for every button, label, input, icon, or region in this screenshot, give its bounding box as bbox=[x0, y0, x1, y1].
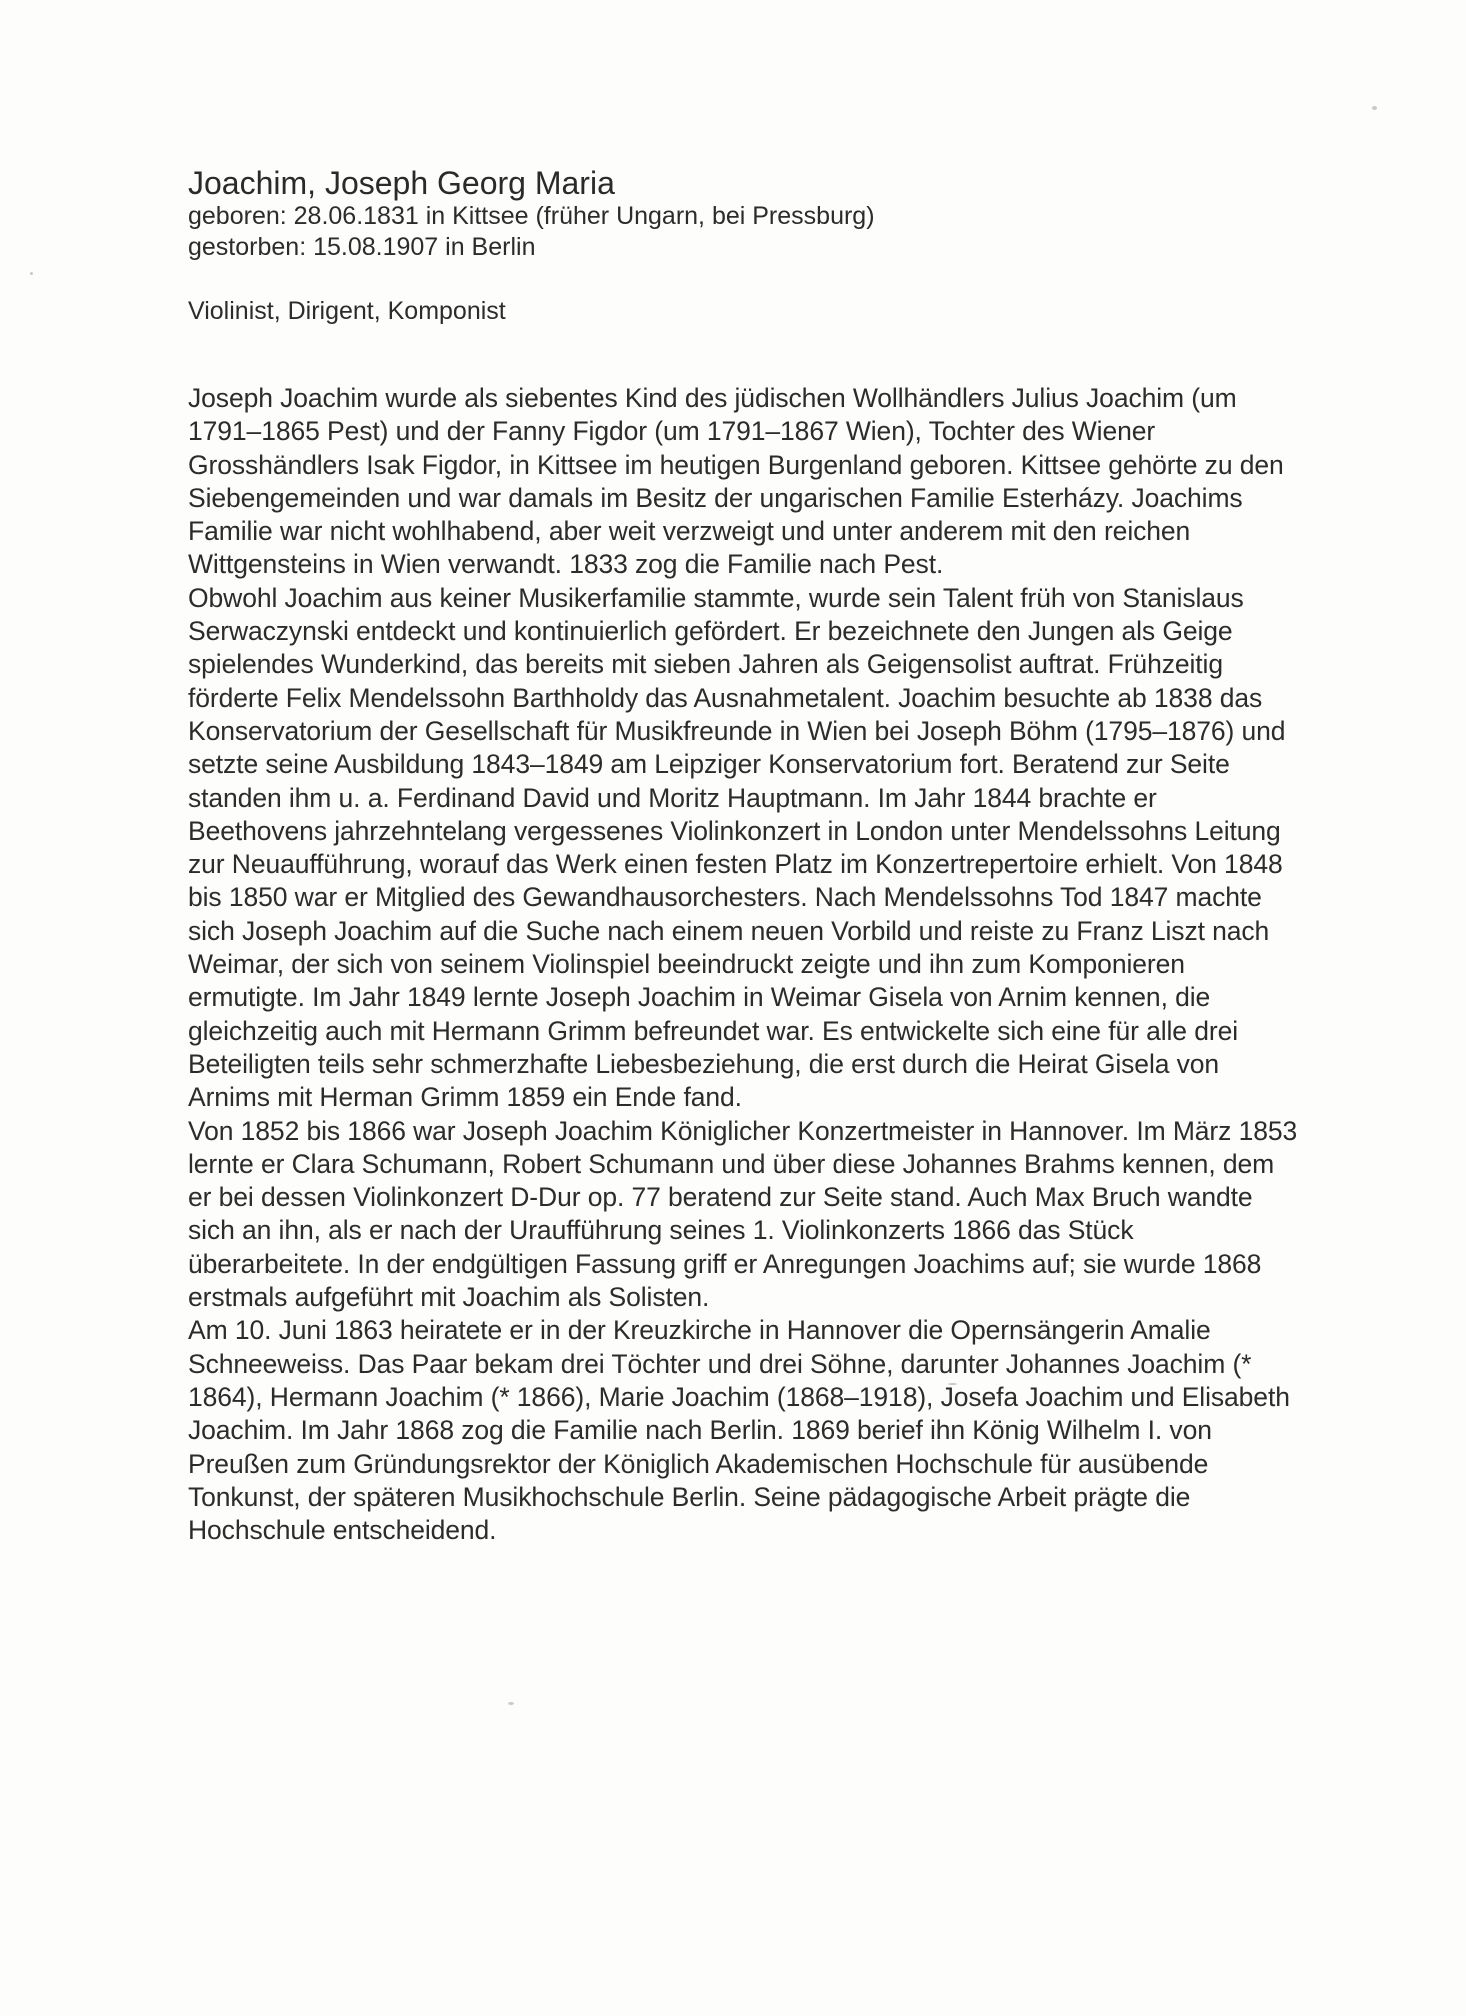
biography-paragraph: Joseph Joachim wurde als siebentes Kind des jüdischen Wollhändlers Julius Joachim (um 1791–1865 Pest) und der Fanny Figdor (um 1791–1867 Wien), Tochter des Wiener Grosshändlers Isak Figdor, in Kittsee im heutigen Burgenland geboren. Kittsee gehörte zu den Siebengemeinden und war damals im Besitz der ungarischen Familie Esterházy. Joachims Familie war nicht wohlhabend, aber weit verzweigt und unter anderem mit den reichen Wittgensteins in Wien verwandt. 1833 zog die Familie nach Pest. bbox=[188, 383, 1284, 580]
scan-speck bbox=[1372, 106, 1377, 110]
document-title: Joachim, Joseph Georg Maria bbox=[188, 165, 615, 201]
biography-paragraph: Am 10. Juni 1863 heiratete er in der Kreuzkirche in Hannover die Opernsängerin Amalie Schneeweiss. Das Paar bekam drei Töchter und drei Söhne, darunter Johannes Joachim (* 1864), Hermann Joachim (* 1866), Marie Joachim (1868–1918), Josefa Joachim und Elisabeth Joachim. Im Jahr 1868 zog die Familie nach Berlin. 1869 berief ihn König Wilhelm I. von Preußen zum Gründungsrektor der Königlich Akademischen Hochschule für ausübende Tonkunst, der späteren Musikhochschule Berlin. Seine pädagogische Arbeit prägte die Hochschule entscheidend. bbox=[188, 1315, 1290, 1546]
document-body bbox=[188, 165, 1298, 1547]
biography-paragraph: Obwohl Joachim aus keiner Musikerfamilie stammte, wurde sein Talent früh von Stanislaus Serwaczynski entdeckt und kontinuierlich gefördert. Er bezeichnete den Jungen als Geige spielendes Wunderkind, das bereits mit sieben Jahren als Geigensolist auftrat. Frühzeitig förderte Felix Mendelssohn Barthholdy das Ausnahmetalent. Joachim besuchte ab 1838 das Konservatorium der Gesellschaft für Musikfreunde in Wien bei Joseph Böhm (1795–1876) und setzte seine Ausbildung 1843–1849 am Leipziger Konservatorium fort. Beratend zur Seite standen ihm u. a. Ferdinand David und Moritz Hauptmann. Im Jahr 1844 brachte er Beethovens jahrzehntelang vergessenes Violinkonzert in London unter Mendelssohns Leitung zur Neuaufführung, worauf das Werk einen festen Platz im Konzertrepertoire erhielt. Von 1848 bis 1850 war er Mitglied des Gewandhausorchesters. Nach Mendelssohns Tod 1847 machte sich Joseph Joachim auf die Suche nach einem neuen Vorbild und reiste zu Franz Liszt nach Weimar, der sich von seinem Violinspiel beeindruckt zeigte und ihn zum Komponieren ermutigte. Im Jahr 1849 lernte Joseph Joachim in Weimar Gisela von Arnim kennen, die gleichzeitig auch mit Hermann Grimm befreundet war. Es entwickelte sich eine für alle drei Beteiligten teils sehr schmerzhafte Liebesbeziehung, die erst durch die Heirat Gisela von Arnims mit Herman Grimm 1859 ein Ende fand. bbox=[188, 582, 1286, 1113]
biography-text bbox=[188, 382, 1298, 1547]
death-info: gestorben: 15.08.1907 in Berlin bbox=[188, 233, 536, 261]
birth-info: geboren: 28.06.1831 in Kittsee (früher Ungarn, bei Pressburg) bbox=[188, 202, 875, 230]
biography-paragraph: Von 1852 bis 1866 war Joseph Joachim Königlicher Konzertmeister in Hannover. Im März 1853 lernte er Clara Schumann, Robert Schumann und über diese Johannes Brahms kennen, dem er bei dessen Violinkonzert D-Dur op. 77 beratend zur Seite stand. Auch Max Bruch wandte sich an ihn, als er nach der Uraufführung seines 1. Violinkonzerts 1866 das Stück überarbeitete. In der endgültigen Fassung griff er Anregungen Joachims auf; sie wurde 1868 erstmals aufgeführt mit Joachim als Solisten. bbox=[188, 1115, 1298, 1313]
scan-speck bbox=[508, 1702, 514, 1705]
scan-speck bbox=[30, 272, 33, 275]
roles-line: Violinist, Dirigent, Komponist bbox=[188, 297, 506, 325]
